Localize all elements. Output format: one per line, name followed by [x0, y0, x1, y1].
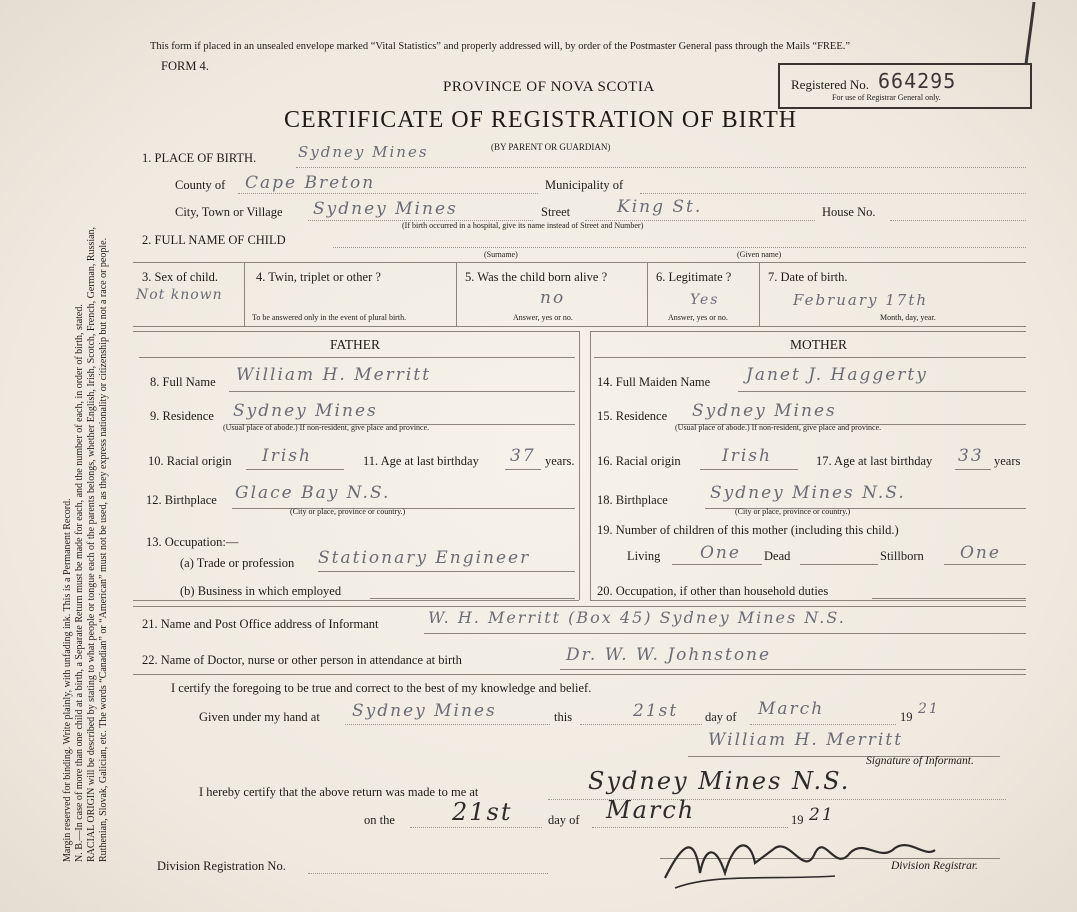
margin-note: Margin reserved for binding. Write plainly, with unfading ink. This is a Permanent Record.: [62, 498, 73, 862]
mother-birthplace-label: 18. Birthplace: [597, 493, 668, 507]
margin-note: N. B.—In case of more than one child at a birth, a Separate Return must be made for each, and the number of each, in order of birth, stated.: [74, 304, 85, 862]
hospital-note: (If birth occurred in a hospital, give its name instead of Street and Number): [402, 221, 644, 230]
mother-dead-label: Dead: [764, 549, 791, 563]
date-of-birth-value: February 17th: [793, 291, 929, 309]
date-of-birth-note: Month, day, year.: [880, 313, 936, 322]
registered-number: 664295: [878, 69, 957, 93]
mother-name-value: Janet J. Haggerty: [746, 365, 928, 385]
house-no-label: House No.: [822, 205, 876, 219]
legitimate-label: 6. Legitimate ?: [656, 270, 732, 284]
mother-birthplace-value: Sydney Mines N.S.: [710, 483, 906, 503]
father-residence-value: Sydney Mines: [233, 401, 378, 421]
mailing-notice: This form if placed in an unsealed envelope marked “Vital Statistics” and properly addressed will, by order of the Postmaster General pass through the Mails “FREE.”: [150, 41, 851, 52]
province-heading: PROVINCE OF NOVA SCOTIA: [443, 79, 655, 95]
mother-residence-label: 15. Residence: [597, 409, 668, 423]
given-place-value: Sydney Mines: [352, 701, 497, 721]
year-prefix: 19: [900, 710, 913, 724]
county-value: Cape Breton: [245, 173, 376, 193]
mother-age-label: 17. Age at last birthday: [816, 454, 933, 468]
signature-of-informant-label: Signature of Informant.: [866, 755, 974, 767]
on-the-label: on the: [364, 813, 395, 827]
informant-signature: William H. Merritt: [708, 730, 904, 750]
father-business-label: (b) Business in which employed: [180, 584, 342, 598]
mother-stillborn-value: One: [960, 543, 1001, 563]
informant-value: W. H. Merritt (Box 45) Sydney Mines N.S.: [428, 608, 846, 627]
father-age-label: 11. Age at last birthday: [363, 454, 479, 468]
date-of-birth-label: 7. Date of birth.: [768, 270, 848, 284]
mother-stillborn-label: Stillborn: [880, 549, 924, 563]
day-of-label: day of: [705, 710, 737, 724]
father-trade-label: (a) Trade or profession: [180, 556, 295, 570]
born-alive-value: no: [540, 288, 566, 308]
registrar-month-value: March: [606, 796, 696, 824]
mother-racial-label: 16. Racial origin: [597, 454, 681, 468]
father-trade-value: Stationary Engineer: [318, 548, 531, 568]
registrar-year-prefix: 19: [791, 813, 804, 827]
page-title: CERTIFICATE OF REGISTRATION OF BIRTH: [284, 107, 798, 133]
doctor-label: 22. Name of Doctor, nurse or other person in attendance at birth: [142, 653, 462, 667]
father-age-value: 37: [510, 446, 536, 466]
place-of-birth-value: Sydney Mines: [298, 143, 429, 161]
margin-note: RACIAL ORIGIN will be described by stating to what people or tongue each of the parents belongs, whether English, Irish, Scotch, French, German, Russian,: [86, 226, 97, 862]
father-age-unit: years.: [545, 454, 575, 468]
informant-label: 21. Name and Post Office address of Informant: [142, 617, 379, 631]
form-number: FORM 4.: [161, 59, 209, 73]
mother-living-value: One: [700, 543, 741, 563]
mother-racial-value: Irish: [722, 446, 772, 466]
subtitle: (BY PARENT OR GUARDIAN): [491, 142, 611, 152]
surname-note: (Surname): [484, 250, 518, 259]
city-value: Sydney Mines: [313, 199, 458, 219]
sex-label: 3. Sex of child.: [142, 270, 219, 284]
mother-children-label: 19. Number of children of this mother (including this child.): [597, 523, 899, 537]
place-of-birth-label: 1. PLACE OF BIRTH.: [142, 151, 257, 165]
city-label: City, Town or Village: [175, 205, 283, 219]
pencil-mark: [1012, 0, 1042, 70]
certify-statement: I certify the foregoing to be true and correct to the best of my knowledge and belief.: [171, 681, 592, 695]
father-residence-note: (Usual place of abode.) If non-resident, give place and province.: [223, 423, 430, 432]
given-month-value: March: [758, 699, 825, 719]
legitimate-value: Yes: [690, 292, 720, 308]
registrar-day-of-label: day of: [548, 813, 580, 827]
registrar-statement: I hereby certify that the above return was made to me at: [199, 785, 479, 799]
father-racial-value: Irish: [262, 446, 312, 466]
mother-residence-value: Sydney Mines: [692, 401, 837, 421]
father-residence-label: 9. Residence: [150, 409, 214, 423]
margin-note: Ruthenian, Slovak, Galician, etc. The words “Canadian” or “American” must not be used, as they express nationality or citizenship but not a race or people.: [98, 237, 109, 862]
registrar-year-value: 21: [809, 805, 835, 825]
doctor-value: Dr. W. W. Johnstone: [566, 645, 772, 665]
father-birthplace-label: 12. Birthplace: [146, 493, 217, 507]
born-alive-note: Answer, yes or no.: [513, 313, 573, 322]
father-name-label: 8. Full Name: [150, 375, 216, 389]
registered-label: Registered No.: [791, 77, 869, 92]
father-occupation-label: 13. Occupation:—: [146, 535, 239, 549]
given-name-note: (Given name): [737, 250, 782, 259]
child-name-label: 2. FULL NAME OF CHILD: [142, 233, 286, 247]
county-label: County of: [175, 178, 226, 192]
mother-age-unit: years: [994, 454, 1021, 468]
father-birthplace-note: (City or place, province or country.): [290, 507, 406, 516]
street-value: King St.: [617, 197, 703, 217]
mother-occupation-label: 20. Occupation, if other than household duties: [597, 584, 829, 598]
born-alive-label: 5. Was the child born alive ?: [465, 270, 608, 284]
this-label: this: [554, 710, 573, 724]
father-racial-label: 10. Racial origin: [148, 454, 232, 468]
mother-name-label: 14. Full Maiden Name: [597, 375, 711, 389]
legitimate-note: Answer, yes or no.: [668, 313, 728, 322]
municipality-label: Municipality of: [545, 178, 624, 192]
given-day-value: 21st: [633, 701, 679, 721]
registrar-place-value: Sydney Mines N.S.: [588, 767, 851, 795]
year-value: 21: [918, 701, 940, 717]
twin-label: 4. Twin, triplet or other ?: [256, 270, 381, 284]
given-under-hand-label: Given under my hand at: [199, 710, 320, 724]
mother-heading: MOTHER: [790, 337, 847, 352]
registrar-signature: [655, 818, 945, 898]
division-registrar-label: Division Registrar.: [891, 860, 978, 872]
street-label: Street: [541, 205, 571, 219]
registrar-day-value: 21st: [452, 798, 513, 826]
twin-note: To be answered only in the event of plural birth.: [252, 313, 407, 322]
mother-birthplace-note: (City or place, province or country.): [735, 507, 851, 516]
registered-note: For use of Registrar General only.: [832, 93, 941, 102]
father-heading: FATHER: [330, 337, 381, 352]
mother-age-value: 33: [958, 446, 984, 466]
margin-notes: [62, 32, 110, 862]
mother-residence-note: (Usual place of abode.) If non-resident, give place and province.: [675, 423, 882, 432]
sex-value: Not known: [136, 287, 223, 303]
father-name-value: William H. Merritt: [236, 365, 432, 385]
father-birthplace-value: Glace Bay N.S.: [235, 483, 391, 503]
mother-living-label: Living: [627, 549, 661, 563]
division-registration-label: Division Registration No.: [157, 859, 286, 873]
